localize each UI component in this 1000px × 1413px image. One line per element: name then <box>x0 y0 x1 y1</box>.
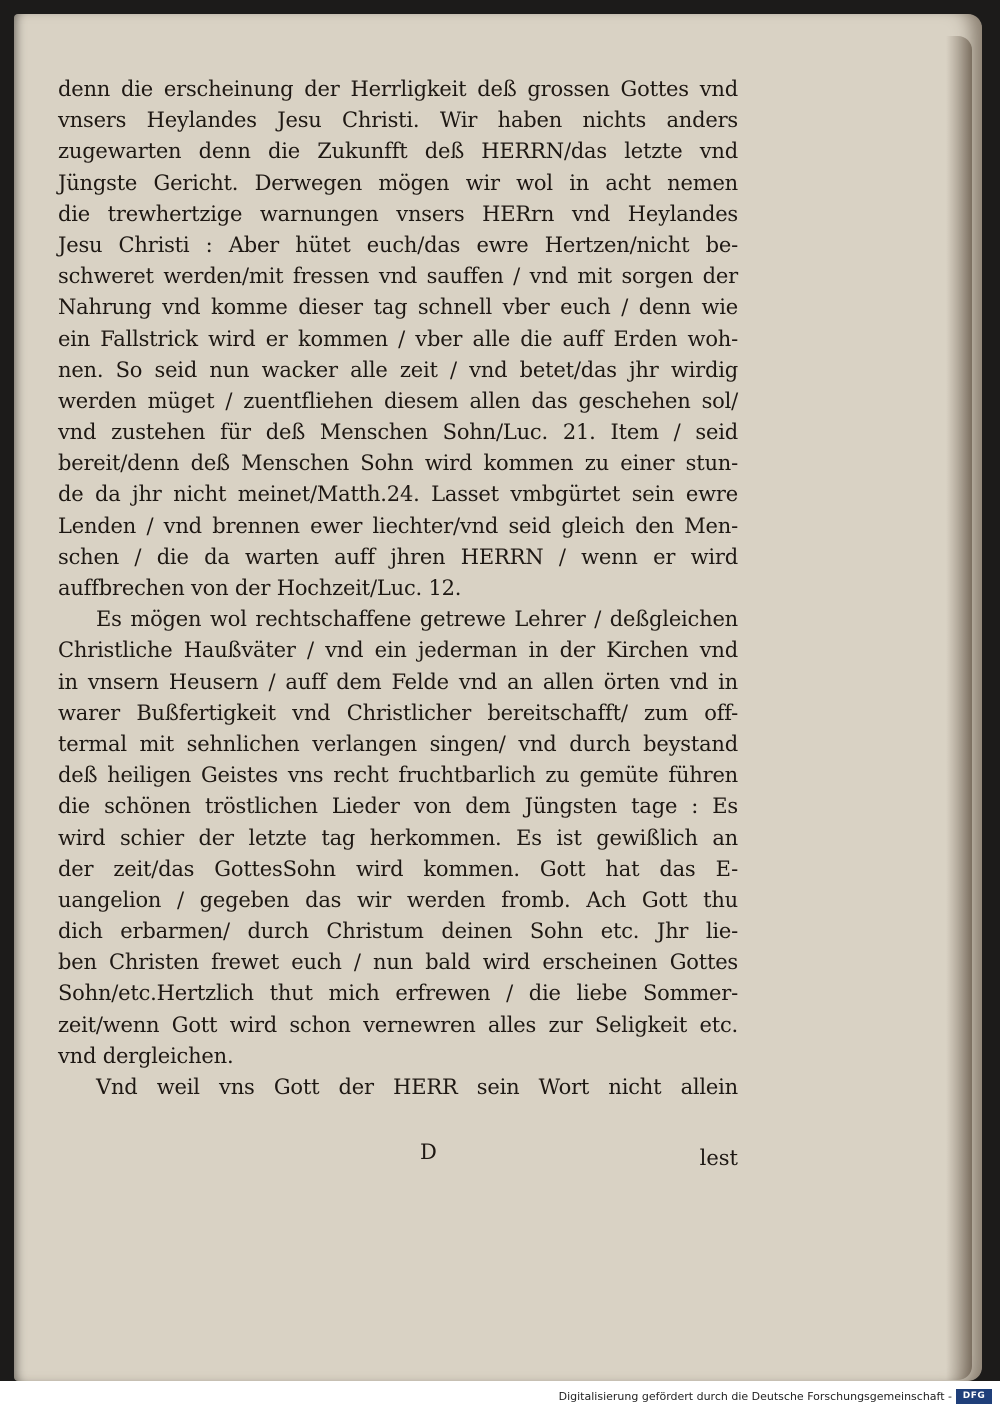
page-bottom-row <box>58 1140 738 1180</box>
text-line: deß heiligen Geistes vns recht fruchtbarlich zu gemüte führen <box>58 763 738 788</box>
text-line: nen. So seid nun wacker alle zeit / vnd betet/das jhr wirdig <box>58 357 738 382</box>
text-line: Vnd weil vns Gott der HERR sein Wort nicht allein <box>96 1075 738 1099</box>
text-line: Es mögen wol rechtschaffene getrewe Lehrer / deßgleichen <box>96 607 738 632</box>
text-line: zugewarten denn die Zukunfft deß HERRN/das letzte vnd <box>58 139 738 164</box>
text-line: vnd zustehen für deß Menschen Sohn/Luc. 21. Item / seid <box>58 420 738 445</box>
text-line: dich erbarmen/ durch Christum deinen Sohn etc. Jhr lie- <box>58 919 738 944</box>
text-line: warer Bußfertigkeit vnd Christlicher bereitschafft/ zum off- <box>58 700 738 725</box>
text-line: schweret werden/mit fressen vnd sauffen / vnd mit sorgen der <box>58 264 738 289</box>
text-line: wird schier der letzte tag herkommen. Es ist gewißlich an <box>58 825 738 850</box>
text-line: denn die erscheinung der Herrligkeit deß grossen Gottes vnd <box>58 77 738 101</box>
text-line: de da jhr nicht meinet/Matth.24. Lasset vmbgürtet sein ewre <box>58 482 738 507</box>
text-line: bereit/denn deß Menschen Sohn wird kommen zu einer stun- <box>58 451 738 476</box>
text-line: ein Fallstrick wird er kommen / vber alle die auff Erden woh- <box>58 326 738 351</box>
text-line: Jesu Christi : Aber hütet euch/das ewre Hertzen/nicht be- <box>58 232 738 257</box>
text-line: vnsers Heylandes Jesu Christi. Wir haben nichts anders <box>58 108 738 133</box>
text-line: Lenden / vnd brennen ewer liechter/vnd seid gleich den Men- <box>58 513 738 538</box>
digitization-footer <box>0 1381 1000 1413</box>
text-line: Jüngste Gericht. Derwegen mögen wir wol in acht nemen <box>58 170 738 195</box>
text-line: die trewhertzige warnungen vnsers HERrn vnd Heylandes <box>58 201 738 226</box>
text-line: in vnsern Heusern / auff dem Felde vnd an allen örten vnd in <box>58 669 738 694</box>
text-line: termal mit sehnlichen verlangen singen/ vnd durch beystand <box>58 731 738 756</box>
text-line: zeit/wenn Gott wird schon vernewren alles zur Seligkeit etc. <box>58 1012 738 1037</box>
text-line: der zeit/das GottesSohn wird kommen. Gott hat das E- <box>58 856 738 881</box>
text-line: uangelion / gegeben das wir werden fromb. Ach Gott thu <box>58 887 738 912</box>
text-line: Christliche Haußväter / vnd ein jederman in der Kirchen vnd <box>58 638 738 663</box>
text-line: schen / die da warten auff jhren HERRN / wenn er wird <box>58 544 738 569</box>
text-line: ben Christen frewet euch / nun bald wird erscheinen Gottes <box>58 950 738 975</box>
signature-mark: D <box>420 1140 437 1164</box>
page-edge-shadow <box>946 36 972 1380</box>
catchword: lest <box>699 1146 738 1170</box>
text-line: Sohn/etc.Hertzlich thut mich erfrewen / die liebe Sommer- <box>58 981 738 1006</box>
text-line: Nahrung vnd komme dieser tag schnell vber euch / denn wie <box>58 295 738 320</box>
page-body-text <box>58 74 738 1103</box>
text-line: auffbrechen von der Hochzeit/Luc. 12. <box>58 576 462 600</box>
text-line: vnd dergleichen. <box>58 1043 234 1068</box>
text-line: die schönen tröstlichen Lieder von dem Jüngsten tage : Es <box>58 794 738 819</box>
funding-credit: Digitalisierung gefördert durch die Deutsche Forschungsgemeinschaft - <box>558 1390 952 1403</box>
dfg-logo: DFG <box>956 1389 992 1404</box>
text-line: werden müget / zuentfliehen diesem allen das geschehen sol/ <box>58 388 738 413</box>
